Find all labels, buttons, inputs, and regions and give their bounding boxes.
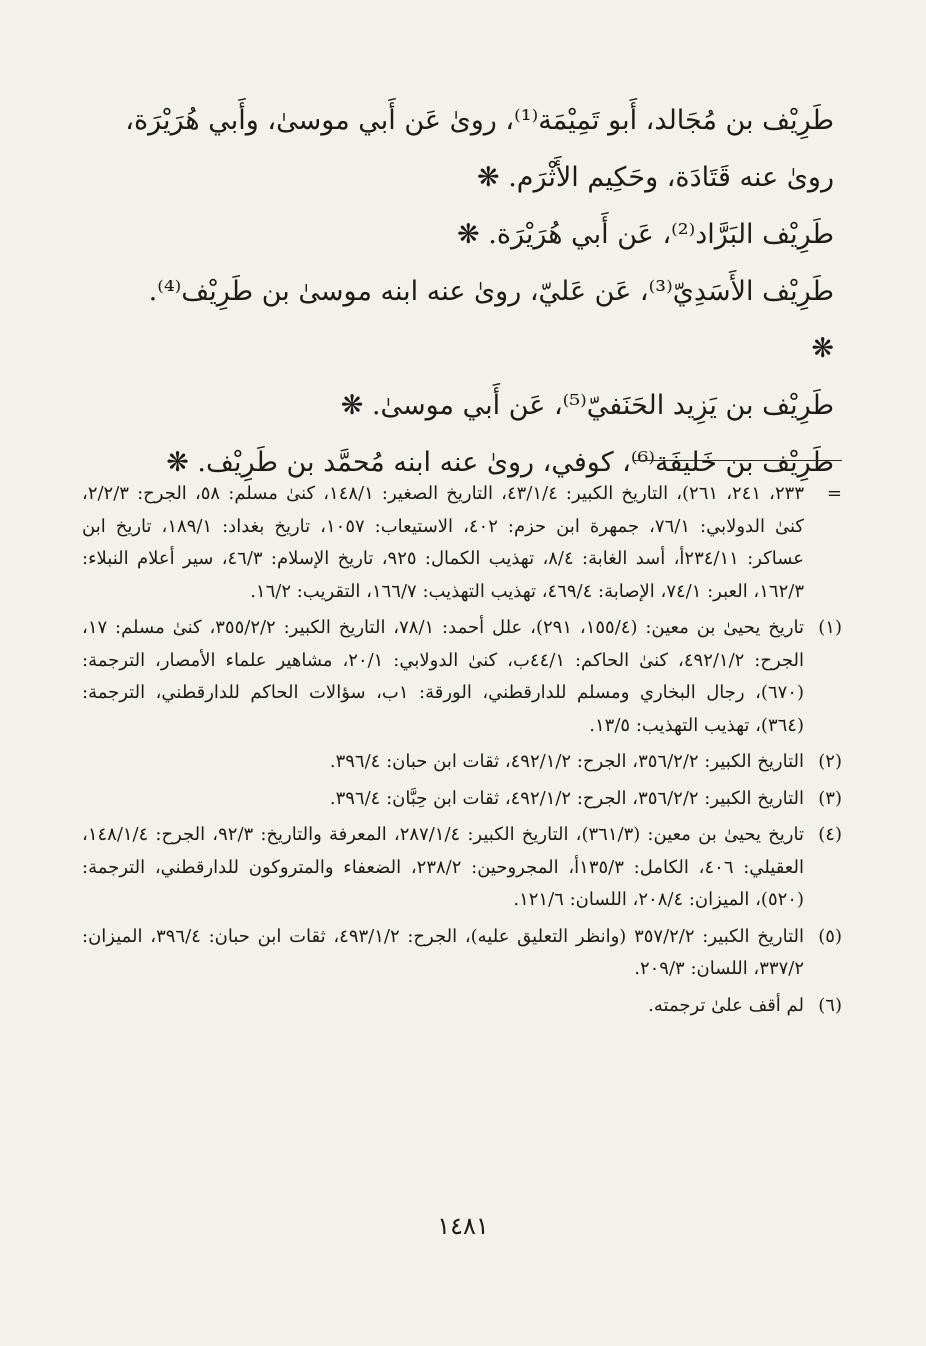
footnote [82, 783, 842, 816]
footnote-divider [634, 460, 842, 461]
footnote-number: (١) [818, 617, 842, 638]
footnote [82, 819, 842, 917]
page-number: ١٤٨١ [437, 1212, 489, 1240]
footnote-text: التاريخ الكبير: ٣٥٦/٢/٢، الجرح: ٤٩٢/١/٢، ثقات ابن حِبَّان: ٣٩٦/٤. [329, 787, 804, 809]
footnotes-section [82, 478, 842, 1026]
footnote [82, 612, 842, 742]
entry-line: طَرِيْف بن مُجَالد، أَبو تَمِيْمَة⁽¹⁾، روىٰ عَن أَبي موسىٰ، وأَبي هُرَيْرَة، [125, 105, 834, 136]
footnote [82, 921, 842, 986]
main-text-block [124, 92, 834, 491]
entry-line: طَرِيْف البَرَّاد⁽²⁾، عَن أَبي هُرَيْرَة. ❋ [457, 219, 834, 250]
footnote-number: (٤) [818, 824, 842, 845]
entry-line: روىٰ عنه قَتَادَة، وحَكِيم الأَثْرَم. ❋ [476, 162, 834, 193]
entry-line: طَرِيْف بن يَزِيد الحَنَفيّ⁽⁵⁾، عَن أَبي موسىٰ. ❋ [340, 390, 834, 421]
footnote-number: (٢) [818, 751, 842, 772]
footnote-number: (٦) [818, 994, 842, 1016]
footnote [82, 746, 842, 779]
footnote-number: (٥) [818, 925, 842, 947]
footnote-text: التاريخ الكبير: ٣٥٦/٢/٢، الجرح: ٤٩٢/١/٢، ثقات ابن حبان: ٣٩٦/٤. [329, 751, 804, 772]
footnote [82, 990, 842, 1023]
footnote-text: تاريخ يحيىٰ بن معين: (١٥٥/٤، ٢٩١)، علل أحمد: ٧٨/١، التاريخ الكبير: ٣٥٥/٢/٢، كنىٰ مسلم: ١٧، الجرح: ٤٩٢/١/٢، كنىٰ الحاكم: ٤٤/١ب، كنىٰ الدولابي: ٢٠/١، مشاهير علماء الأمصار، الترجمة: (٦٧٠)، رجال البخاري ومسلم للدارقطني، الورقة: ١ب، سؤالات الحاكم للدارقطني، الترجمة: (٣٦٤)، تهذيب التهذيب: ١٣/٥. [82, 617, 805, 736]
footnote-text: ٢٣٣، ٢٤١، ٢٦١)، التاريخ الكبير: ٤٣/١/٤، التاريخ الصغير: ١٤٨/١، كنىٰ مسلم: ٥٨، الجرح: ٢/٢/٣، كنىٰ الدولابي: ٧٦/١، جمهرة ابن حزم: ٤٠٢، الاستيعاب: ١٠٥٧، تاريخ بغداد: ١٨٩/١، تاريخ ابن عساكر: ٢٣٤/١١أ، أسد الغابة: ٨/٤، تهذيب الكمال: ٩٢٥، تاريخ الإسلام: ٤٦/٣، سير أعلام النبلاء: ١٦٢/٣، العبر: ٧٤/١، الإصابة: ٤٦٩/٤، تهذيب التهذيب: ١٦٦/٧، التقريب: ١٦/٢. [82, 483, 804, 602]
footnote-text: تاريخ يحيىٰ بن معين: (٣٦١/٣)، التاريخ الكبير: ٢٨٧/١/٤، المعرفة والتاريخ: ٩٢/٣، الجرح: ١٤٨/١/٤، العقيلي: ٤٠٦، الكامل: ١٣٥/٣أ، المجروحين: ٢٣٨/٢، الضعفاء والمتروكون للدارقطني، الترجمة: (٥٢٠)، الميزان: ٢٠٨/٤، اللسان: ١٢١/٦. [82, 824, 804, 910]
footnote-number: (٣) [818, 787, 842, 809]
entry-line: طَرِيْف بن خَليفَة⁽⁶⁾، كوفي، روىٰ عنه ابنه مُحمَّد بن طَرِيْف. ❋ [166, 447, 834, 478]
footnote-text: لم أقف علىٰ ترجمته. [648, 994, 804, 1016]
entry-line: طَرِيْف الأَسَدِيّ⁽³⁾، عَن عَليّ، روىٰ عنه ابنه موسىٰ بن طَرِيْف⁽⁴⁾. ❋ [148, 276, 834, 364]
footnote-number: = [826, 483, 842, 504]
footnote [82, 478, 842, 608]
footnote-text: التاريخ الكبير: ٣٥٧/٢/٢ (وانظر التعليق عليه)، الجرح: ٤٩٣/١/٢، ثقات ابن حبان: ٣٩٦/٤، الميزان: ٣٣٧/٢، اللسان: ٢٠٩/٣. [82, 925, 805, 979]
